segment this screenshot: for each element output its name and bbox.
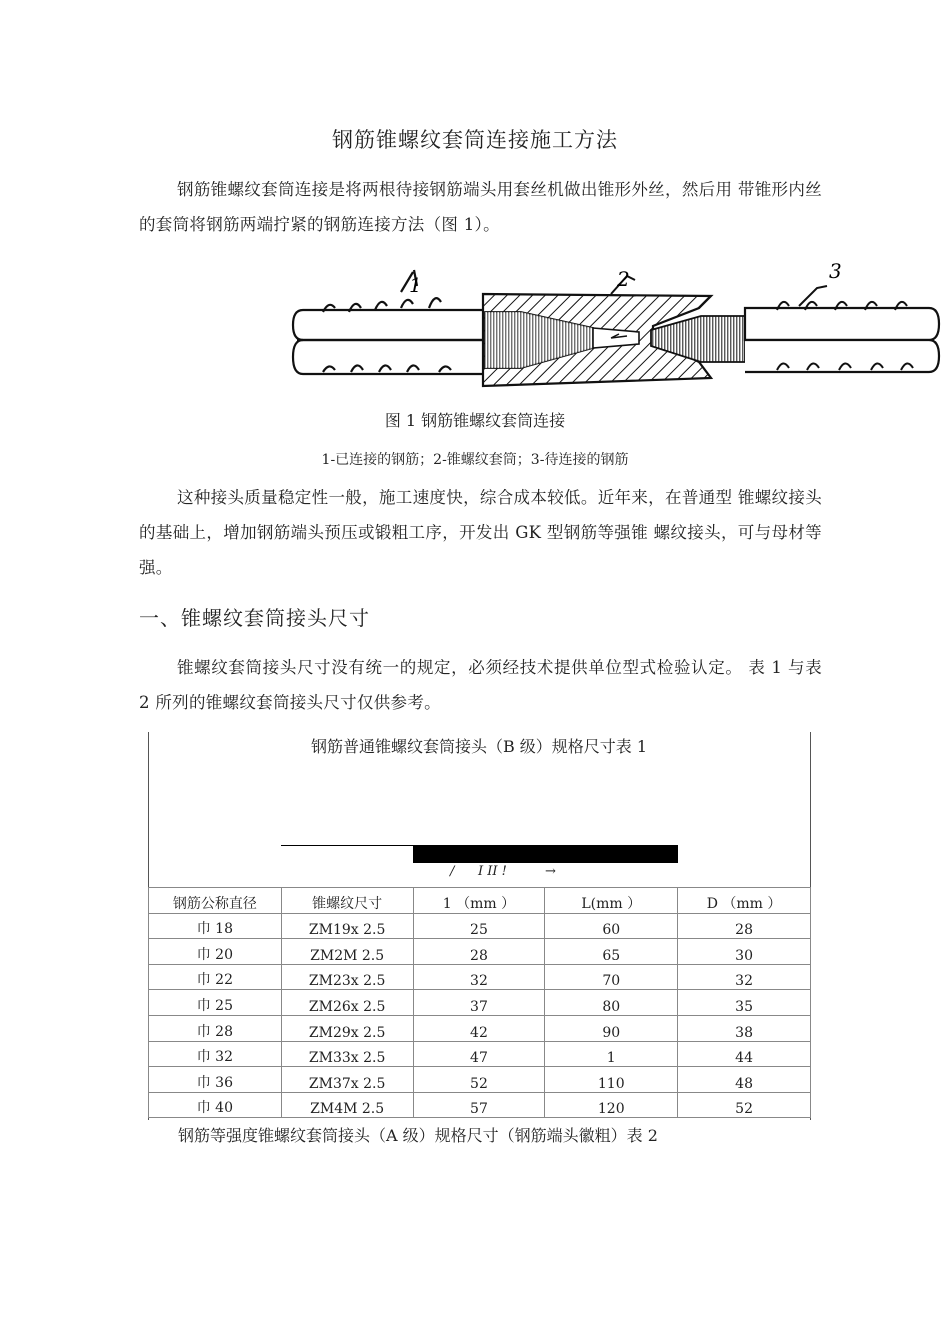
label-1: 1 (409, 273, 422, 297)
table-cell: 44 (678, 1041, 811, 1067)
table-cell: 120 (545, 1092, 678, 1118)
table-cell: 38 (678, 1015, 811, 1041)
intro-paragraph: 钢筋锥螺纹套筒连接是将两根待接钢筋端头用套丝机做出锥形外丝，然后用 带锥形内丝的套筒将钢筋两端拧紧的钢筋连接方法（图 1）。 (139, 180, 822, 234)
table-cell: 80 (545, 990, 678, 1016)
table-cell: 57 (413, 1092, 545, 1118)
table-cell: ZM29x 2.5 (281, 1015, 413, 1041)
table-cell: 47 (413, 1041, 545, 1067)
header-cell: 1 （mm ） (413, 888, 545, 914)
table-cell: ZM4M 2.5 (281, 1092, 413, 1118)
scan-artifact: I II ! (478, 864, 507, 879)
table-cell: 巾 40 (149, 1092, 282, 1118)
label-2: 2 (617, 267, 630, 291)
table-cell: 巾 22 (149, 964, 282, 990)
figure-caption: 图 1 钢筋锥螺纹套筒连接 (384, 411, 566, 430)
header-cell: D （mm ） (678, 888, 811, 914)
table-cell: ZM37x 2.5 (281, 1067, 413, 1093)
table-cell: 60 (545, 913, 678, 939)
spec-table-1 (148, 887, 811, 1118)
table-cell: 巾 25 (149, 990, 282, 1016)
section-paragraph: 锥螺纹套筒接头尺寸没有统一的规定，必须经技术提供单位型式检验认定。 表 1 与表 2 所列的锥螺纹套筒接头尺寸仅供参考。 (139, 658, 822, 712)
table-cell: 52 (678, 1092, 811, 1118)
header-cell: L(mm ） (545, 888, 678, 914)
table-cell: 巾 36 (149, 1067, 282, 1093)
table-cell: 28 (413, 939, 545, 965)
coupler-diagram (289, 258, 944, 390)
table-cell: 65 (545, 939, 678, 965)
table-cell: 1 (545, 1041, 678, 1067)
table-header-row (149, 888, 811, 914)
table1-title: 钢筋普通锥螺纹套筒接头（B 级）规格尺寸表 1 (310, 737, 648, 756)
table-cell: 110 (545, 1067, 678, 1093)
table-cell: 52 (413, 1067, 545, 1093)
header-cell: 锥螺纹尺寸 (281, 888, 413, 914)
table-row (149, 964, 811, 990)
table-cell: 90 (545, 1015, 678, 1041)
table-cell: 37 (413, 990, 545, 1016)
table-cell: 70 (545, 964, 678, 990)
table-cell: ZM19x 2.5 (281, 913, 413, 939)
table-cell: 35 (678, 990, 811, 1016)
connected-rebar (293, 270, 485, 374)
label-3: 3 (829, 259, 842, 283)
table-row (149, 1067, 811, 1093)
scan-line (281, 845, 413, 846)
table-row (149, 1092, 811, 1118)
table-cell: 28 (678, 913, 811, 939)
table-cell: 42 (413, 1015, 545, 1041)
table-row (149, 913, 811, 939)
table-cell: 32 (678, 964, 811, 990)
header-cell: 钢筋公称直径 (149, 888, 282, 914)
redaction-bar (413, 845, 678, 863)
figure-legend: 1-已连接的钢筋；2-锥螺纹套筒；3-待连接的钢筋 (321, 452, 629, 468)
table-cell: 30 (678, 939, 811, 965)
table-row (149, 939, 811, 965)
table-cell: 巾 28 (149, 1015, 282, 1041)
paragraph-2: 这种接头质量稳定性一般，施工速度快，综合成本较低。近年来，在普通型 锥螺纹接头的基础上，增加钢筋端头预压或锻粗工序，开发出 GK 型钢筋等强锥 螺纹接头，可与母材等强。 (139, 488, 822, 577)
table-cell: 32 (413, 964, 545, 990)
table-row (149, 1015, 811, 1041)
table-cell: 巾 20 (149, 939, 282, 965)
table2-caption: 钢筋等强度锥螺纹套筒接头（A 级）规格尺寸（钢筋端头徽粗）表 2 (178, 1126, 658, 1145)
table-cell: 巾 32 (149, 1041, 282, 1067)
page-title: 钢筋锥螺纹套筒连接施工方法 (332, 128, 618, 152)
table-cell: 48 (678, 1067, 811, 1093)
table-cell: ZM26x 2.5 (281, 990, 413, 1016)
scan-artifact: → (545, 864, 556, 879)
table-cell: ZM33x 2.5 (281, 1041, 413, 1067)
table-cell: ZM23x 2.5 (281, 964, 413, 990)
section-heading: 一、锥螺纹套筒接头尺寸 (139, 606, 370, 630)
table-cell: ZM2M 2.5 (281, 939, 413, 965)
table-row (149, 990, 811, 1016)
table-cell: 25 (413, 913, 545, 939)
table-row (149, 1041, 811, 1067)
scan-artifact: / (450, 864, 455, 879)
table-cell: 巾 18 (149, 913, 282, 939)
